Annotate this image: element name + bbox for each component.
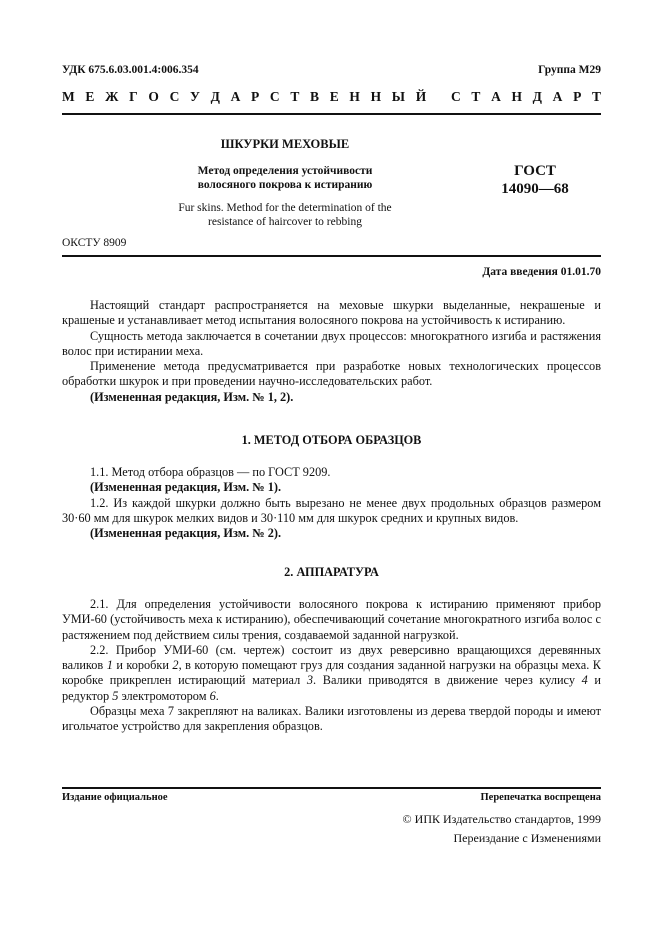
clause-2-2-text: электромотором (118, 688, 210, 703)
heading-letter: Д (532, 89, 542, 104)
heading-letter: Д (210, 89, 220, 104)
ref-2: 2 (172, 658, 179, 673)
english-line-1: Fur skins. Method for the determination of the (178, 202, 392, 214)
gost-number: 14090—68 (501, 181, 569, 197)
heading-letter: В (310, 89, 320, 104)
clause-1-2-note: (Измененная редакция, Изм. № 2). (90, 526, 282, 541)
heading-letter: У (190, 89, 200, 104)
top-rule (62, 113, 601, 115)
clause-2-2 (62, 643, 601, 704)
copyright: © ИПК Издательство стандартов, 1999 (402, 812, 601, 826)
section-1-body (62, 465, 601, 541)
udk-code: УДК 675.6.03.001.4:006.354 (62, 64, 199, 76)
ref-4: 4 (581, 673, 588, 688)
footer-rule (62, 787, 601, 789)
section-2-body (62, 597, 601, 735)
heading-letter: Ы (391, 89, 406, 104)
clause-2-2-text: . (215, 688, 219, 703)
subtitle-line-1: Метод определения устойчивости (197, 165, 373, 177)
intro-paragraph-1: Настоящий стандарт распространяется на меховые шкурки выделанные, некрашеные и крашеные и устанавливает метод испытания волосяного покрова на устойчивость к истиранию. (62, 298, 601, 328)
english-title (140, 202, 430, 229)
gost-label: ГОСТ (514, 163, 556, 179)
heading-letter: С (450, 89, 461, 104)
heading-letter: Т (471, 89, 481, 104)
heading-letter: А (491, 89, 501, 104)
title-rule (62, 255, 601, 257)
heading-letter: Р (573, 89, 582, 104)
subtitle-line-2: волосяного покрова к истиранию (197, 179, 373, 191)
intro-paragraph-3: Применение метода предусматривается при разработке новых технологических процессов обработки шкурок и при проведении научно-исследовательских работ. (62, 359, 601, 389)
heading-letter: С (269, 89, 280, 104)
heading-letter: Г (129, 89, 138, 104)
group-code: Группа М29 (538, 64, 601, 76)
heading-letter: А (552, 89, 563, 104)
heading-letter: С (169, 89, 180, 104)
clause-2-2-text: и коробки (112, 658, 173, 673)
clause-2-2-text: , в которую помещают груз для создания заданной нагрузки на образцы меха. К коробке прикреплен истирающий материал (62, 658, 601, 688)
heading-letter: Н (349, 89, 360, 104)
english-line-2: resistance of haircover to rebbing (208, 215, 362, 228)
ref-5: 5 (112, 688, 119, 703)
no-reprint-label: Перепечатка воспрещена (480, 792, 601, 803)
ref-1: 1 (106, 658, 113, 673)
ref-6: 6 (209, 688, 216, 703)
clause-1-2: 1.2. Из каждой шкурки должно быть вырезано не менее двух продольных образцов размером 30·60 мм для шкурок мелких видов и 30·110 мм для шкурок средних и крупных видов. (62, 495, 601, 525)
heading-letter: Е (85, 89, 95, 104)
heading-letter: О (148, 89, 159, 104)
ref-3: 3 (306, 673, 314, 688)
heading-letter: Н (370, 89, 382, 104)
intro-amendment-note: (Измененная редакция, Изм. № 1, 2). (90, 389, 294, 404)
section-1 (62, 433, 601, 448)
clause-2-2-text: . Валики приводятся в движение через кулису (313, 673, 582, 688)
heading-gap (437, 89, 440, 105)
reissue-note: Переиздание с Изменениями (453, 831, 601, 845)
heading-letter: Т (290, 89, 300, 104)
heading-letter: Р (251, 89, 260, 104)
intro-section (62, 298, 601, 405)
heading-letter: А (230, 89, 241, 104)
clause-2-2-text: и редуктор (62, 673, 602, 703)
heading-letter: Ж (105, 89, 119, 104)
intro-paragraph-2: Сущность метода заключается в сочетании двух процессов: многократного изгиба и растяжения волос при истирании меха. (62, 328, 601, 358)
clause-1-1: 1.1. Метод отбора образцов — по ГОСТ 9209. (90, 465, 331, 479)
gost-designation (480, 162, 590, 198)
section-2 (62, 565, 601, 580)
section-2-heading: 2. АППАРАТУРА (284, 565, 379, 579)
document-subtitle (150, 164, 420, 192)
document-title: ШКУРКИ МЕХОВЫЕ (220, 137, 350, 151)
clause-2-2-text: 2.2. Прибор УМИ-60 (см. чертеж) состоит из двух реверсивно вращающихся деревянных валиков (62, 642, 601, 673)
official-edition-label: Издание официальное (62, 792, 168, 803)
heading-letter: М (62, 89, 75, 104)
effective-date: Дата введения 01.01.70 (482, 266, 601, 278)
clause-2-2-samples: Образцы меха 7 закрепляют на валиках. Валики изготовлены из дерева твердой породы и имеют игольчатое устройство для закрепления образцов. (62, 704, 601, 734)
interstate-standard-heading (62, 89, 601, 105)
okstu-code: ОКСТУ 8909 (62, 237, 127, 249)
section-1-heading: 1. МЕТОД ОТБОРА ОБРАЗЦОВ (241, 433, 422, 447)
heading-letter: Т (591, 89, 601, 104)
heading-letter: Й (415, 89, 427, 104)
clause-2-1: 2.1. Для определения устойчивости волосяного покрова к истиранию применяют прибор УМИ-60 (устойчивость меха к истиранию), обеспечивающий сочетание многократного изгиба волос с растяжением под действием силы трения, создаваемой заданной нагрузкой. (62, 597, 601, 642)
heading-letter: Е (329, 89, 339, 104)
clause-1-1-note: (Измененная редакция, Изм. № 1). (90, 480, 282, 495)
heading-letter: Н (511, 89, 522, 104)
